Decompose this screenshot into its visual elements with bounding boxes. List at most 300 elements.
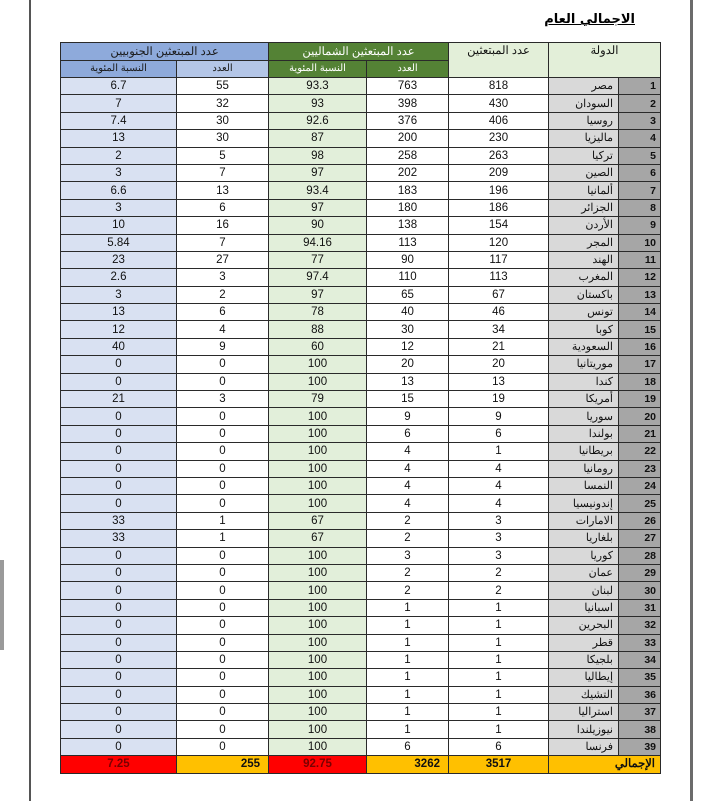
country-name: باكستان — [549, 286, 619, 303]
total-scholars: 3 — [449, 530, 549, 547]
table-row — [61, 373, 661, 390]
country-name: تركيا — [549, 147, 619, 164]
south-count: 5 — [177, 147, 269, 164]
total-scholars: 3 — [449, 547, 549, 564]
north-percent: 100 — [269, 460, 367, 477]
total-scholars: 209 — [449, 164, 549, 181]
south-count: 0 — [177, 582, 269, 599]
north-count: 3 — [367, 547, 449, 564]
header-south-count: العدد — [177, 61, 269, 78]
south-percent: 23 — [61, 251, 177, 268]
country-name: إندونيسيا — [549, 495, 619, 512]
country-name: الأردن — [549, 217, 619, 234]
total-scholars: 67 — [449, 286, 549, 303]
country-name: المغرب — [549, 269, 619, 286]
row-number: 8 — [619, 199, 661, 216]
table-row — [61, 512, 661, 529]
north-percent: 100 — [269, 425, 367, 442]
row-number: 15 — [619, 321, 661, 338]
total-scholars: 818 — [449, 78, 549, 95]
south-percent: 2.6 — [61, 269, 177, 286]
country-name: كوبا — [549, 321, 619, 338]
header-north-group: عدد المبتعثين الشماليين — [269, 43, 449, 61]
south-count: 16 — [177, 217, 269, 234]
table-row — [61, 530, 661, 547]
north-percent: 100 — [269, 373, 367, 390]
total-scholars: 406 — [449, 112, 549, 129]
row-number: 9 — [619, 217, 661, 234]
north-count: 138 — [367, 217, 449, 234]
south-percent: 0 — [61, 495, 177, 512]
north-percent: 100 — [269, 617, 367, 634]
scroll-edge-tab — [0, 560, 4, 650]
row-number: 22 — [619, 443, 661, 460]
total-scholars: 430 — [449, 95, 549, 112]
total-scholars: 4 — [449, 477, 549, 494]
totals-south-percent: 7.25 — [61, 756, 177, 773]
south-percent: 0 — [61, 686, 177, 703]
country-name: النمسا — [549, 477, 619, 494]
page-border-right — [690, 0, 693, 801]
table-row — [61, 425, 661, 442]
country-name: السودان — [549, 95, 619, 112]
row-number: 3 — [619, 112, 661, 129]
total-scholars: 2 — [449, 582, 549, 599]
table-row — [61, 199, 661, 216]
south-count: 0 — [177, 599, 269, 616]
north-count: 202 — [367, 164, 449, 181]
total-scholars: 1 — [449, 651, 549, 668]
country-name: سوريا — [549, 408, 619, 425]
north-count: 1 — [367, 686, 449, 703]
row-number: 4 — [619, 130, 661, 147]
table-row — [61, 112, 661, 129]
north-percent: 67 — [269, 512, 367, 529]
country-name: روسيا — [549, 112, 619, 129]
total-scholars: 154 — [449, 217, 549, 234]
row-number: 29 — [619, 564, 661, 581]
row-number: 28 — [619, 547, 661, 564]
north-count: 763 — [367, 78, 449, 95]
north-count: 9 — [367, 408, 449, 425]
row-number: 32 — [619, 617, 661, 634]
table-row — [61, 95, 661, 112]
country-name: مصر — [549, 78, 619, 95]
table-row — [61, 564, 661, 581]
north-count: 12 — [367, 338, 449, 355]
country-name: موريتانيا — [549, 356, 619, 373]
row-number: 6 — [619, 164, 661, 181]
table-row — [61, 721, 661, 738]
north-percent: 100 — [269, 686, 367, 703]
row-number: 31 — [619, 599, 661, 616]
total-scholars: 230 — [449, 130, 549, 147]
table-row — [61, 217, 661, 234]
south-count: 0 — [177, 547, 269, 564]
row-number: 5 — [619, 147, 661, 164]
total-scholars: 1 — [449, 704, 549, 721]
south-count: 32 — [177, 95, 269, 112]
north-percent: 97.4 — [269, 269, 367, 286]
south-count: 0 — [177, 669, 269, 686]
north-count: 2 — [367, 512, 449, 529]
totals-north-percent: 92.75 — [269, 756, 367, 773]
south-percent: 0 — [61, 582, 177, 599]
row-number: 33 — [619, 634, 661, 651]
country-name: كندا — [549, 373, 619, 390]
north-percent: 67 — [269, 530, 367, 547]
south-count: 1 — [177, 530, 269, 547]
country-name: بولندا — [549, 425, 619, 442]
row-number: 30 — [619, 582, 661, 599]
table-row — [61, 443, 661, 460]
total-scholars: 34 — [449, 321, 549, 338]
north-percent: 100 — [269, 408, 367, 425]
south-percent: 0 — [61, 669, 177, 686]
north-count: 376 — [367, 112, 449, 129]
south-percent: 0 — [61, 738, 177, 755]
north-count: 1 — [367, 634, 449, 651]
row-number: 27 — [619, 530, 661, 547]
table-row — [61, 338, 661, 355]
total-scholars: 120 — [449, 234, 549, 251]
south-percent: 13 — [61, 130, 177, 147]
table-row — [61, 460, 661, 477]
south-count: 27 — [177, 251, 269, 268]
totals-south-count: 255 — [177, 756, 269, 773]
north-count: 1 — [367, 651, 449, 668]
south-percent: 0 — [61, 547, 177, 564]
total-scholars: 6 — [449, 425, 549, 442]
total-scholars: 1 — [449, 669, 549, 686]
south-count: 9 — [177, 338, 269, 355]
south-count: 6 — [177, 304, 269, 321]
table-row — [61, 599, 661, 616]
south-count: 0 — [177, 373, 269, 390]
country-name: استراليا — [549, 704, 619, 721]
page-title: الاجمالي العام — [544, 12, 635, 27]
north-percent: 100 — [269, 651, 367, 668]
south-percent: 21 — [61, 391, 177, 408]
country-name: فرنسا — [549, 738, 619, 755]
south-percent: 0 — [61, 599, 177, 616]
total-scholars: 3 — [449, 512, 549, 529]
north-count: 258 — [367, 147, 449, 164]
row-number: 35 — [619, 669, 661, 686]
table-row — [61, 182, 661, 199]
table-row — [61, 391, 661, 408]
north-count: 1 — [367, 617, 449, 634]
total-scholars: 1 — [449, 617, 549, 634]
south-count: 0 — [177, 564, 269, 581]
total-scholars: 46 — [449, 304, 549, 321]
north-percent: 100 — [269, 547, 367, 564]
north-count: 90 — [367, 251, 449, 268]
country-name: المجر — [549, 234, 619, 251]
north-percent: 100 — [269, 721, 367, 738]
south-percent: 3 — [61, 286, 177, 303]
north-count: 2 — [367, 564, 449, 581]
north-count: 15 — [367, 391, 449, 408]
south-percent: 40 — [61, 338, 177, 355]
total-scholars: 1 — [449, 443, 549, 460]
table-row — [61, 356, 661, 373]
north-count: 4 — [367, 477, 449, 494]
country-name: بلغاريا — [549, 530, 619, 547]
row-number: 11 — [619, 251, 661, 268]
total-scholars: 186 — [449, 199, 549, 216]
table-row — [61, 321, 661, 338]
north-percent: 100 — [269, 634, 367, 651]
row-number: 37 — [619, 704, 661, 721]
country-name: بريطانيا — [549, 443, 619, 460]
country-name: ماليزيا — [549, 130, 619, 147]
north-percent: 79 — [269, 391, 367, 408]
total-scholars: 13 — [449, 373, 549, 390]
north-percent: 88 — [269, 321, 367, 338]
north-percent: 97 — [269, 199, 367, 216]
south-count: 7 — [177, 164, 269, 181]
north-percent: 87 — [269, 130, 367, 147]
row-number: 23 — [619, 460, 661, 477]
row-number: 26 — [619, 512, 661, 529]
total-scholars: 1 — [449, 599, 549, 616]
total-scholars: 263 — [449, 147, 549, 164]
row-number: 2 — [619, 95, 661, 112]
table-row — [61, 704, 661, 721]
north-percent: 100 — [269, 738, 367, 755]
north-count: 1 — [367, 669, 449, 686]
north-percent: 97 — [269, 286, 367, 303]
row-number: 7 — [619, 182, 661, 199]
total-scholars: 1 — [449, 721, 549, 738]
row-number: 36 — [619, 686, 661, 703]
north-count: 6 — [367, 738, 449, 755]
total-scholars: 6 — [449, 738, 549, 755]
country-name: اسبانيا — [549, 599, 619, 616]
row-number: 20 — [619, 408, 661, 425]
row-number: 21 — [619, 425, 661, 442]
row-number: 10 — [619, 234, 661, 251]
table-row — [61, 408, 661, 425]
country-name: ألمانيا — [549, 182, 619, 199]
south-count: 0 — [177, 495, 269, 512]
country-name: تونس — [549, 304, 619, 321]
south-count: 0 — [177, 356, 269, 373]
country-name: التشيك — [549, 686, 619, 703]
north-count: 180 — [367, 199, 449, 216]
north-percent: 60 — [269, 338, 367, 355]
table-row — [61, 304, 661, 321]
south-percent: 2 — [61, 147, 177, 164]
north-count: 65 — [367, 286, 449, 303]
north-count: 200 — [367, 130, 449, 147]
south-percent: 33 — [61, 530, 177, 547]
table-row — [61, 286, 661, 303]
south-count: 0 — [177, 408, 269, 425]
country-name: رومانيا — [549, 460, 619, 477]
south-count: 0 — [177, 425, 269, 442]
header-north-percent: النسبة المئوية — [269, 61, 367, 78]
south-percent: 0 — [61, 564, 177, 581]
north-percent: 90 — [269, 217, 367, 234]
total-scholars: 4 — [449, 495, 549, 512]
north-percent: 98 — [269, 147, 367, 164]
table-row — [61, 686, 661, 703]
north-percent: 100 — [269, 564, 367, 581]
totals-total: 3517 — [449, 756, 549, 773]
row-number: 1 — [619, 78, 661, 95]
north-percent: 100 — [269, 582, 367, 599]
south-count: 30 — [177, 130, 269, 147]
north-count: 2 — [367, 530, 449, 547]
south-count: 7 — [177, 234, 269, 251]
country-name: بلجيكا — [549, 651, 619, 668]
page-border-left — [29, 0, 31, 801]
south-percent: 0 — [61, 443, 177, 460]
north-count: 13 — [367, 373, 449, 390]
north-percent: 92.6 — [269, 112, 367, 129]
table-row — [61, 164, 661, 181]
south-percent: 0 — [61, 721, 177, 738]
south-percent: 6.6 — [61, 182, 177, 199]
south-percent: 10 — [61, 217, 177, 234]
north-count: 6 — [367, 425, 449, 442]
south-percent: 0 — [61, 634, 177, 651]
south-percent: 33 — [61, 512, 177, 529]
south-count: 3 — [177, 391, 269, 408]
table-row — [61, 477, 661, 494]
country-name: عمان — [549, 564, 619, 581]
north-count: 113 — [367, 234, 449, 251]
row-number: 16 — [619, 338, 661, 355]
south-count: 4 — [177, 321, 269, 338]
south-percent: 7.4 — [61, 112, 177, 129]
row-number: 12 — [619, 269, 661, 286]
north-count: 1 — [367, 599, 449, 616]
country-name: نيوزيلندا — [549, 721, 619, 738]
north-count: 40 — [367, 304, 449, 321]
north-percent: 100 — [269, 477, 367, 494]
total-scholars: 196 — [449, 182, 549, 199]
south-count: 1 — [177, 512, 269, 529]
north-percent: 100 — [269, 356, 367, 373]
north-count: 1 — [367, 704, 449, 721]
south-count: 0 — [177, 738, 269, 755]
row-number: 25 — [619, 495, 661, 512]
row-number: 19 — [619, 391, 661, 408]
south-percent: 3 — [61, 164, 177, 181]
totals-north-count: 3262 — [367, 756, 449, 773]
south-percent: 5.84 — [61, 234, 177, 251]
south-percent: 0 — [61, 408, 177, 425]
south-count: 0 — [177, 651, 269, 668]
table-row — [61, 738, 661, 755]
north-count: 30 — [367, 321, 449, 338]
north-percent: 100 — [269, 495, 367, 512]
row-number: 24 — [619, 477, 661, 494]
north-percent: 100 — [269, 669, 367, 686]
north-percent: 100 — [269, 704, 367, 721]
south-count: 30 — [177, 112, 269, 129]
row-number: 18 — [619, 373, 661, 390]
header-south-group: عدد المبتعثين الجنوبيين — [61, 43, 269, 61]
south-count: 13 — [177, 182, 269, 199]
south-percent: 3 — [61, 199, 177, 216]
south-count: 55 — [177, 78, 269, 95]
south-percent: 0 — [61, 425, 177, 442]
north-percent: 93.3 — [269, 78, 367, 95]
north-count: 4 — [367, 495, 449, 512]
country-name: كوريا — [549, 547, 619, 564]
south-percent: 0 — [61, 460, 177, 477]
total-scholars: 117 — [449, 251, 549, 268]
north-percent: 100 — [269, 599, 367, 616]
header-total-scholars: عدد المبتعثين — [449, 43, 549, 78]
south-percent: 0 — [61, 477, 177, 494]
north-percent: 77 — [269, 251, 367, 268]
country-name: لبنان — [549, 582, 619, 599]
table-row — [61, 495, 661, 512]
table-row — [61, 269, 661, 286]
header-country: الدولة — [549, 43, 661, 78]
scholars-table — [60, 42, 661, 774]
north-percent: 94.16 — [269, 234, 367, 251]
south-count: 0 — [177, 704, 269, 721]
row-number: 14 — [619, 304, 661, 321]
north-percent: 93.4 — [269, 182, 367, 199]
row-number: 39 — [619, 738, 661, 755]
total-scholars: 21 — [449, 338, 549, 355]
north-count: 2 — [367, 582, 449, 599]
total-scholars: 4 — [449, 460, 549, 477]
south-percent: 0 — [61, 617, 177, 634]
country-name: إيطاليا — [549, 669, 619, 686]
row-number: 34 — [619, 651, 661, 668]
south-count: 0 — [177, 443, 269, 460]
total-scholars: 9 — [449, 408, 549, 425]
total-scholars: 1 — [449, 634, 549, 651]
country-name: قطر — [549, 634, 619, 651]
country-name: أمريكا — [549, 391, 619, 408]
north-count: 4 — [367, 443, 449, 460]
south-count: 0 — [177, 634, 269, 651]
country-name: البحرين — [549, 617, 619, 634]
table-row — [61, 617, 661, 634]
totals-row — [61, 756, 661, 773]
table-row — [61, 234, 661, 251]
south-count: 3 — [177, 269, 269, 286]
country-name: السعودية — [549, 338, 619, 355]
row-number: 17 — [619, 356, 661, 373]
total-scholars: 20 — [449, 356, 549, 373]
south-count: 0 — [177, 686, 269, 703]
country-name: الامارات — [549, 512, 619, 529]
table-row — [61, 582, 661, 599]
south-count: 0 — [177, 721, 269, 738]
north-count: 20 — [367, 356, 449, 373]
south-percent: 12 — [61, 321, 177, 338]
north-count: 110 — [367, 269, 449, 286]
south-percent: 6.7 — [61, 78, 177, 95]
south-percent: 13 — [61, 304, 177, 321]
row-number: 38 — [619, 721, 661, 738]
south-percent: 0 — [61, 651, 177, 668]
header-south-percent: النسبة المئوية — [61, 61, 177, 78]
table-row — [61, 547, 661, 564]
total-scholars: 113 — [449, 269, 549, 286]
total-scholars: 2 — [449, 564, 549, 581]
